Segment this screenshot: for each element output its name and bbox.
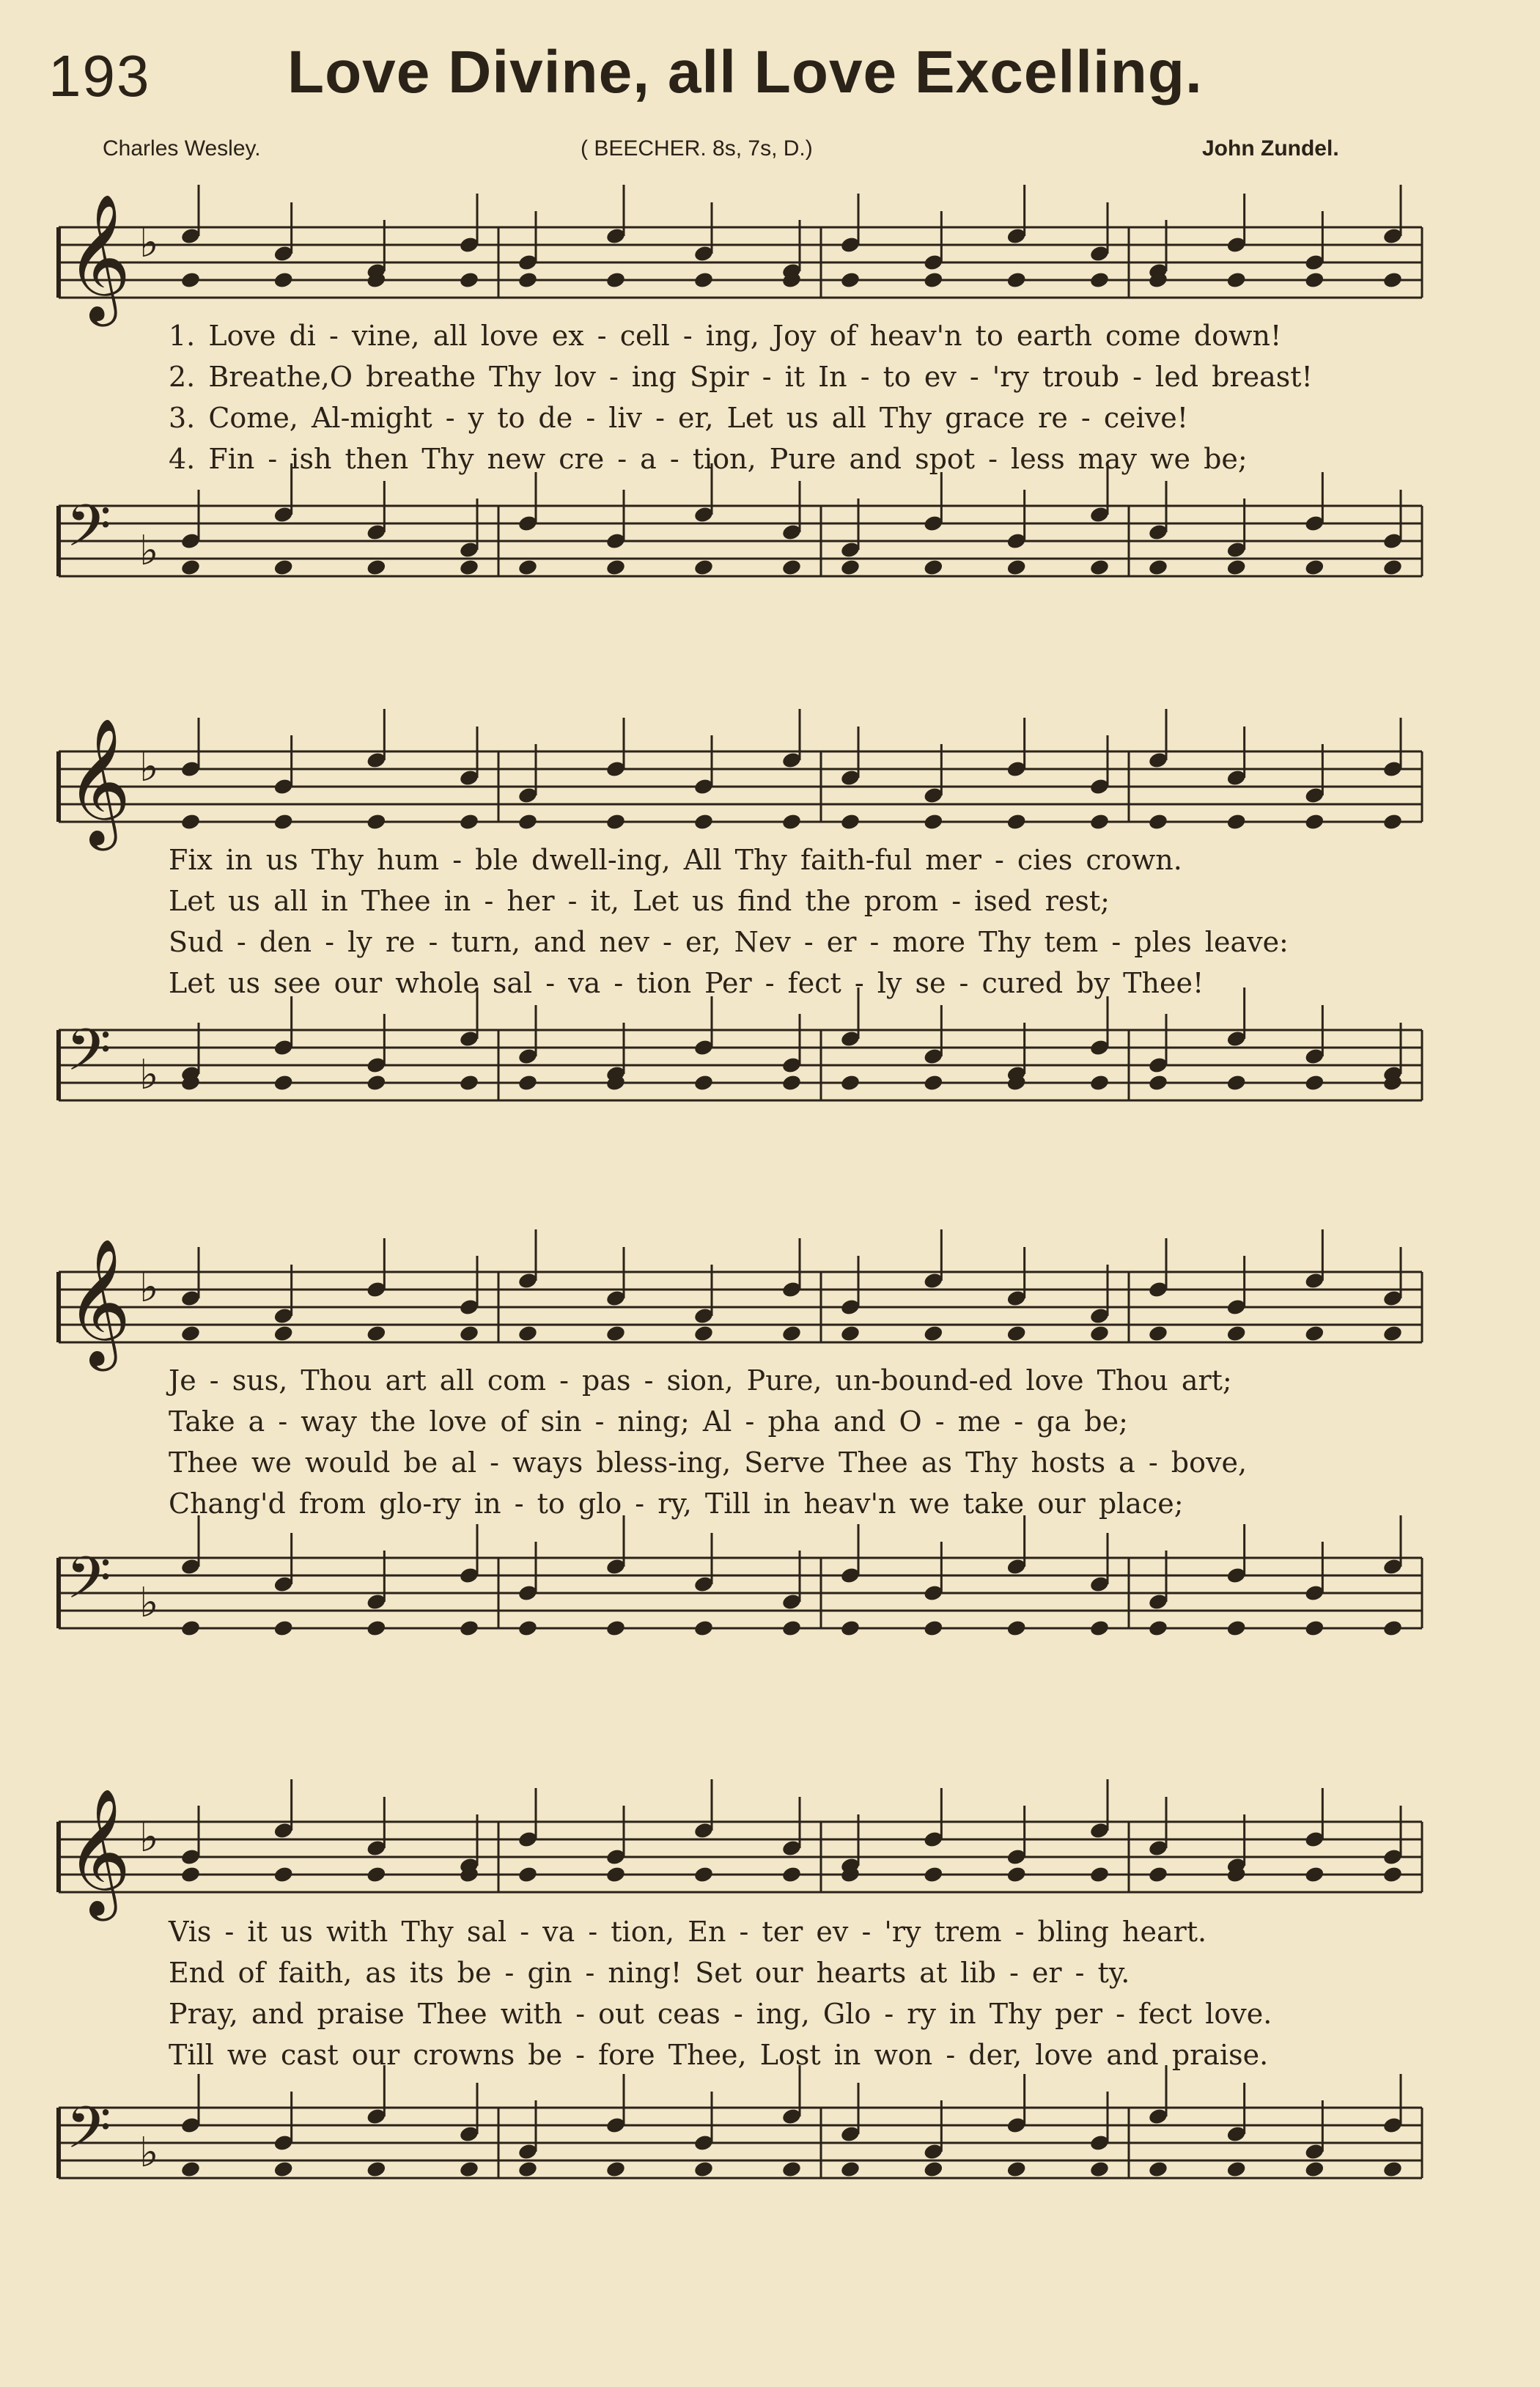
note-head xyxy=(517,812,539,831)
note-head xyxy=(1382,1619,1404,1637)
note-head xyxy=(180,271,202,289)
note-head xyxy=(1226,1073,1247,1092)
note-head xyxy=(781,558,803,576)
note-head xyxy=(459,1073,480,1092)
treble-staff xyxy=(44,1788,1437,1924)
bass-staff xyxy=(44,2086,1437,2210)
key-signature-flat-icon: ♭ xyxy=(139,743,159,791)
note-head xyxy=(693,2160,715,2178)
note-head xyxy=(180,1324,202,1342)
key-signature-flat-icon: ♭ xyxy=(139,1264,159,1312)
note-head xyxy=(1089,812,1110,831)
note-head xyxy=(180,558,202,576)
note-head xyxy=(1226,812,1247,831)
lyric-line: Fix in us Thy hum - ble dwell-ing, All Thy faith-ful mer - cies crown. xyxy=(169,844,1182,876)
note-head xyxy=(1006,1619,1027,1637)
note-head xyxy=(517,2160,539,2178)
note-head xyxy=(923,271,944,289)
lyrics-block xyxy=(169,1360,1459,1524)
note-head xyxy=(1006,558,1027,576)
note-head xyxy=(1304,271,1325,289)
note-head xyxy=(459,2160,480,2178)
bass-staff xyxy=(44,1008,1437,1133)
music-system-3 xyxy=(44,1221,1437,1660)
note-head xyxy=(1304,2160,1325,2178)
lyric-line: Take a - way the love of sin - ning; Al - pha and O - me - ga be; xyxy=(169,1405,1128,1438)
note-head xyxy=(180,2160,202,2178)
note-head xyxy=(1226,2160,1247,2178)
note-head xyxy=(605,558,627,576)
treble-staff xyxy=(44,718,1437,854)
key-signature-flat-icon: ♭ xyxy=(139,527,159,575)
lyric-line: Vis - it us with Thy sal - va - tion, En - ter ev - 'ry trem - bling heart. xyxy=(169,1916,1207,1948)
note-head xyxy=(1006,1865,1027,1883)
music-system-1 xyxy=(44,176,1437,616)
note-head xyxy=(781,1865,803,1883)
note-head xyxy=(1226,1324,1247,1342)
note-head xyxy=(605,1324,627,1342)
note-head xyxy=(1304,1073,1325,1092)
note-head xyxy=(781,2160,803,2178)
lyric-line: Let us all in Thee in - her - it, Let us find the prom - ised rest; xyxy=(169,885,1110,917)
lyric-line: Sud - den - ly re - turn, and nev - er, Nev - er - more Thy tem - ples leave: xyxy=(169,926,1289,958)
note-head xyxy=(840,1324,861,1342)
note-head xyxy=(273,812,294,831)
note-head xyxy=(273,1073,294,1092)
note-head xyxy=(1089,2160,1110,2178)
note-head xyxy=(1304,1865,1325,1883)
note-head xyxy=(693,271,715,289)
note-head xyxy=(517,271,539,289)
note-head xyxy=(840,1619,861,1637)
bass-clef-icon: 𝄢 xyxy=(66,492,111,574)
lyric-line: End of faith, as its be - gin - ning! Set our hearts at lib - er - ty. xyxy=(169,1957,1130,1989)
lyric-line: Chang'd from glo-ry in - to glo - ry, Till in heav'n we take our place; xyxy=(169,1487,1184,1520)
key-signature-flat-icon: ♭ xyxy=(139,219,159,267)
note-head xyxy=(517,1073,539,1092)
treble-clef-icon: 𝄞 xyxy=(66,1238,131,1366)
note-head xyxy=(1304,812,1325,831)
note-head xyxy=(366,2160,387,2178)
note-head xyxy=(459,812,480,831)
lyrics-block xyxy=(169,839,1459,1004)
note-head xyxy=(517,1865,539,1883)
note-head xyxy=(693,812,715,831)
note-head xyxy=(273,2160,294,2178)
note-head xyxy=(1006,1324,1027,1342)
note-head xyxy=(923,2160,944,2178)
music-system-4 xyxy=(44,1770,1437,2210)
key-signature-flat-icon: ♭ xyxy=(139,1051,159,1099)
note-head xyxy=(273,271,294,289)
treble-staff xyxy=(44,1238,1437,1375)
note-head xyxy=(923,1324,944,1342)
lyric-line: 2. Breathe,O breathe Thy lov - ing Spir - it In - to ev - 'ry troub - led breast! xyxy=(169,361,1313,393)
note-head xyxy=(1382,1324,1404,1342)
note-head xyxy=(693,1865,715,1883)
note-head xyxy=(1089,1073,1110,1092)
note-head xyxy=(781,1073,803,1092)
note-head xyxy=(1382,1865,1404,1883)
note-head xyxy=(273,558,294,576)
note-head xyxy=(1382,271,1404,289)
note-head xyxy=(781,1619,803,1637)
note-head xyxy=(923,1619,944,1637)
note-head xyxy=(1089,1324,1110,1342)
note-head xyxy=(840,2160,861,2178)
note-head xyxy=(459,271,480,289)
music-system-2 xyxy=(44,700,1437,1140)
lyric-line: Pray, and praise Thee with - out ceas - ing, Glo - ry in Thy per - fect love. xyxy=(169,1998,1272,2030)
note-head xyxy=(1226,271,1247,289)
treble-clef-icon: 𝄞 xyxy=(66,194,131,321)
note-head xyxy=(781,1324,803,1342)
note-head xyxy=(693,1073,715,1092)
note-head xyxy=(366,1865,387,1883)
note-head xyxy=(273,1324,294,1342)
bass-clef-icon: 𝄢 xyxy=(66,2094,111,2176)
note-head xyxy=(366,558,387,576)
note-head xyxy=(923,1865,944,1883)
note-head xyxy=(180,1619,202,1637)
note-head xyxy=(366,812,387,831)
note-head xyxy=(605,1865,627,1883)
treble-clef-icon: 𝄞 xyxy=(66,1788,131,1916)
note-head xyxy=(1382,558,1404,576)
note-head xyxy=(923,812,944,831)
note-head xyxy=(1304,1619,1325,1637)
key-signature-flat-icon: ♭ xyxy=(139,1579,159,1627)
note-head xyxy=(180,1865,202,1883)
note-head xyxy=(273,1619,294,1637)
note-head xyxy=(1304,1324,1325,1342)
lyrics-block xyxy=(169,1911,1459,2075)
note-head xyxy=(840,271,861,289)
note-head xyxy=(1089,1619,1110,1637)
key-signature-flat-icon: ♭ xyxy=(139,1814,159,1861)
note-head xyxy=(840,812,861,831)
tune-name: ( BEECHER. 8s, 7s, D.) xyxy=(581,136,813,161)
note-head xyxy=(1148,2160,1169,2178)
composer-credit: John Zundel. xyxy=(1202,136,1339,161)
note-head xyxy=(1006,812,1027,831)
note-head xyxy=(459,558,480,576)
note-head xyxy=(366,1619,387,1637)
note-head xyxy=(459,1324,480,1342)
note-head xyxy=(273,1865,294,1883)
note-head xyxy=(517,558,539,576)
bass-staff xyxy=(44,1536,1437,1660)
note-head xyxy=(1089,271,1110,289)
note-head xyxy=(1006,271,1027,289)
key-signature-flat-icon: ♭ xyxy=(139,2129,159,2177)
note-head xyxy=(693,558,715,576)
lyric-line: Till we cast our crowns be - fore Thee, Lost in won - der, love and praise. xyxy=(169,2039,1269,2071)
note-head xyxy=(366,1073,387,1092)
lyric-line: Je - sus, Thou art all com - pas - sion, Pure, un-bound-ed love Thou art; xyxy=(169,1364,1232,1397)
note-head xyxy=(840,1073,861,1092)
note-head xyxy=(1148,1073,1169,1092)
note-head xyxy=(605,2160,627,2178)
lyric-line: 4. Fin - ish then Thy new cre - a - tion, Pure and spot - less may we be; xyxy=(169,443,1248,475)
note-head xyxy=(1148,1619,1169,1637)
note-head xyxy=(605,1619,627,1637)
note-head xyxy=(605,271,627,289)
note-head xyxy=(1304,558,1325,576)
lyric-line: Let us see our whole sal - va - tion Per - fect - ly se - cured by Thee! xyxy=(169,967,1204,999)
note-head xyxy=(459,1619,480,1637)
lyric-line: 3. Come, Al-might - y to de - liv - er, Let us all Thy grace re - ceive! xyxy=(169,402,1188,434)
lyrics-block xyxy=(169,315,1459,479)
note-head xyxy=(517,1324,539,1342)
note-head xyxy=(1089,1865,1110,1883)
note-head xyxy=(840,558,861,576)
note-head xyxy=(1089,558,1110,576)
note-head xyxy=(923,1073,944,1092)
note-head xyxy=(1148,558,1169,576)
note-head xyxy=(1382,812,1404,831)
note-head xyxy=(1148,1865,1169,1883)
treble-clef-icon: 𝄞 xyxy=(66,718,131,845)
hymn-title: Love Divine, all Love Excelling. xyxy=(287,39,1203,106)
note-head xyxy=(180,812,202,831)
note-head xyxy=(693,1619,715,1637)
note-head xyxy=(1148,812,1169,831)
lyric-line: 1. Love di - vine, all love ex - cell - ing, Joy of heav'n to earth come down! xyxy=(169,320,1282,352)
note-head xyxy=(1006,2160,1027,2178)
note-head xyxy=(1226,1619,1247,1637)
bass-staff xyxy=(44,484,1437,608)
note-head xyxy=(693,1324,715,1342)
note-head xyxy=(605,812,627,831)
note-head xyxy=(366,1324,387,1342)
author-credit: Charles Wesley. xyxy=(103,136,261,161)
note-head xyxy=(781,812,803,831)
note-head xyxy=(1148,1324,1169,1342)
note-head xyxy=(1226,558,1247,576)
note-head xyxy=(1382,2160,1404,2178)
bass-clef-icon: 𝄢 xyxy=(66,1016,111,1098)
hymn-number: 193 xyxy=(48,43,151,108)
lyric-line: Thee we would be al - ways bless-ing, Serve Thee as Thy hosts a - bove, xyxy=(169,1446,1248,1479)
bass-clef-icon: 𝄢 xyxy=(66,1544,111,1626)
treble-staff xyxy=(44,194,1437,330)
note-head xyxy=(517,1619,539,1637)
note-head xyxy=(923,558,944,576)
